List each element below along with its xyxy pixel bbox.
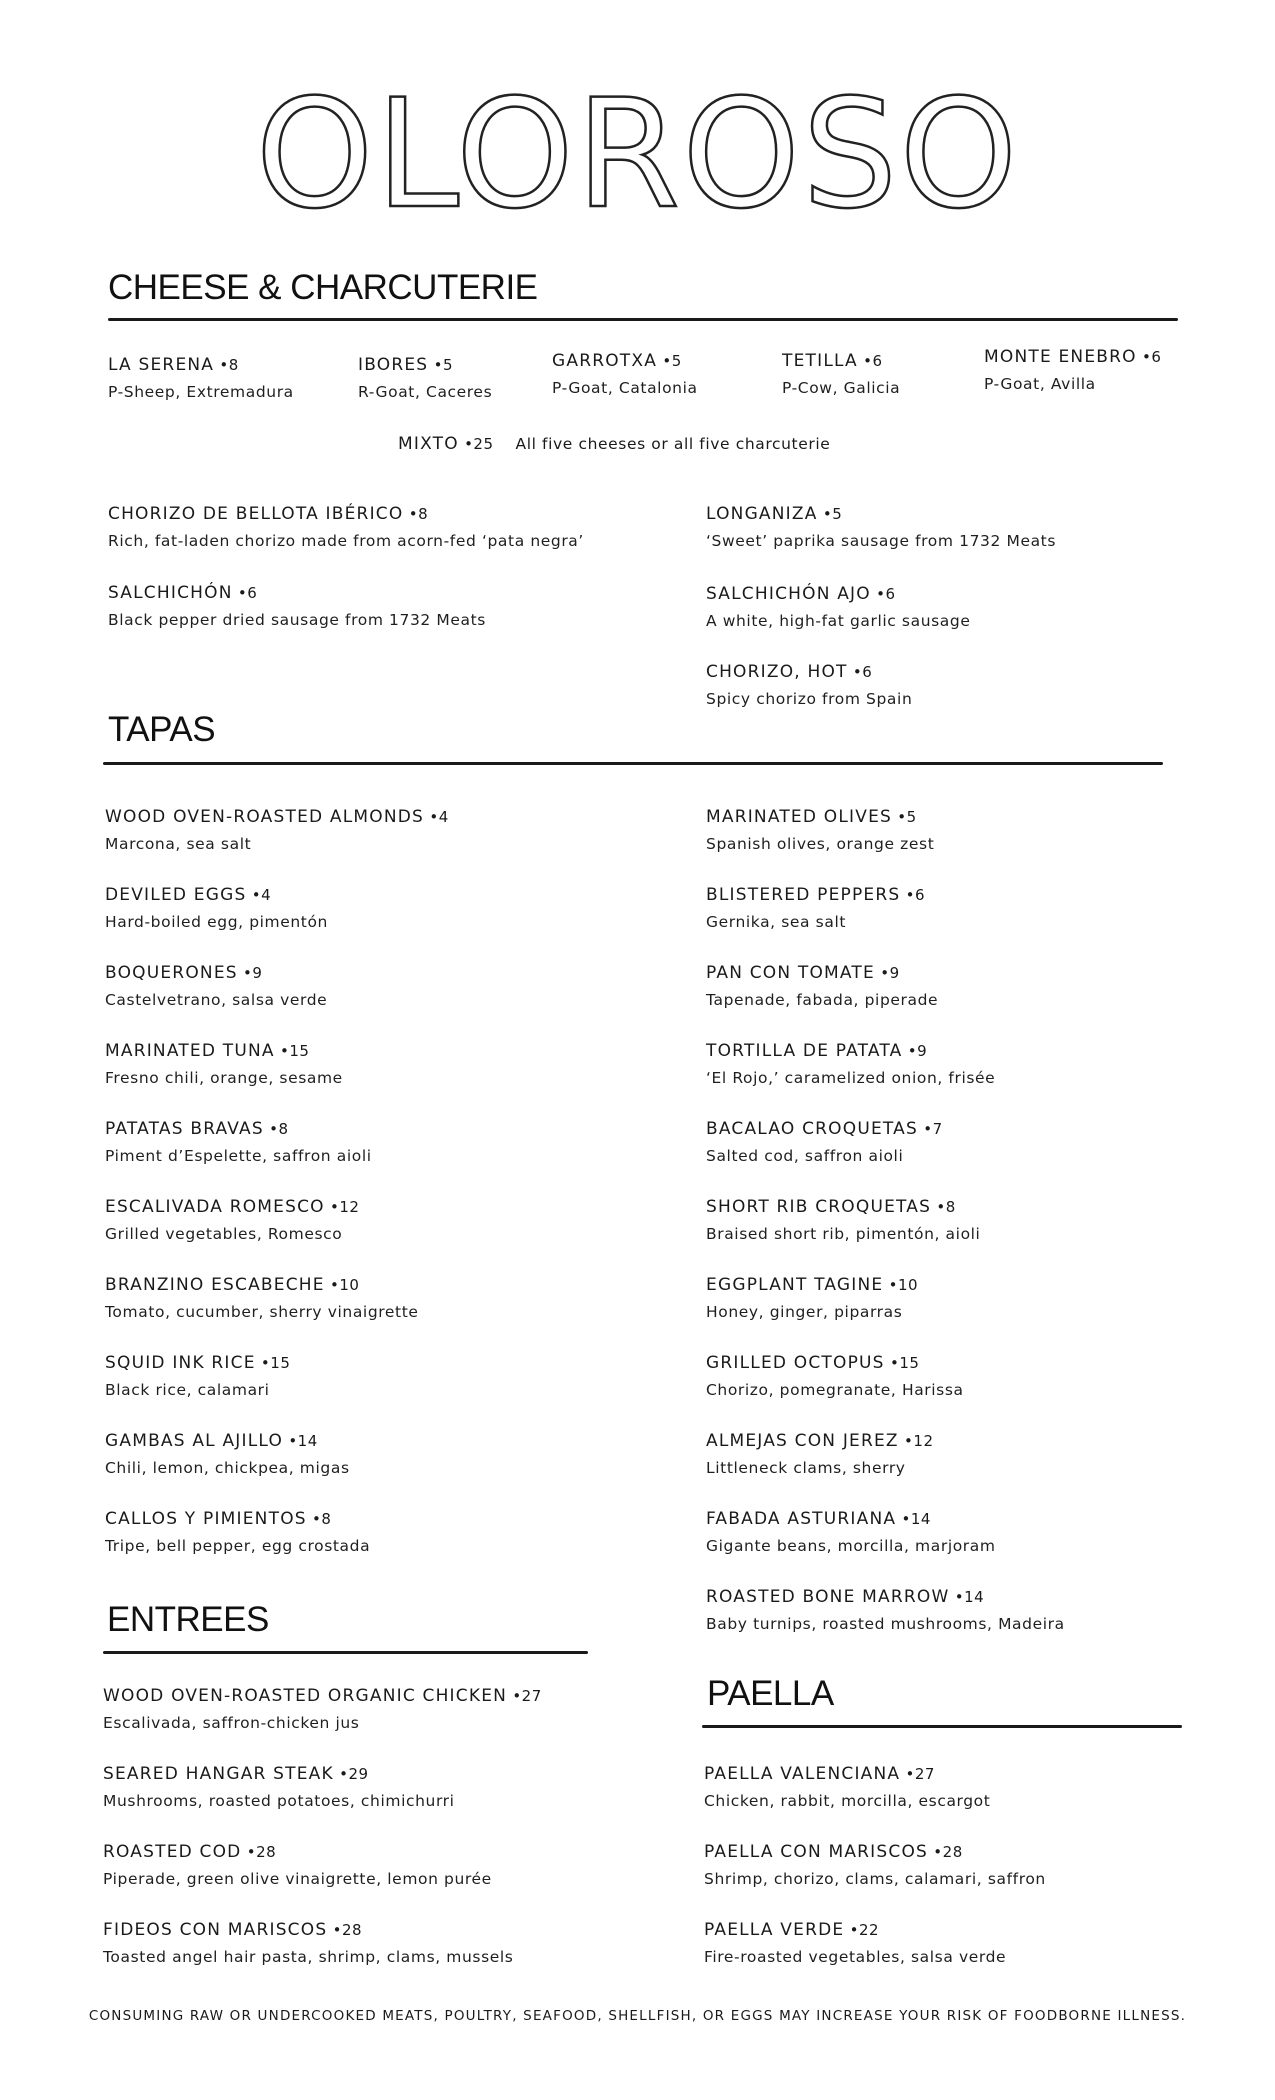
item-description: A white, high-fat garlic sausage xyxy=(706,612,971,630)
item-name: BRANZINO ESCABECHE xyxy=(105,1275,325,1295)
menu-item-cheese xyxy=(108,353,294,404)
item-description: Grilled vegetables, Romesco xyxy=(105,1225,343,1243)
item-price: • 22 xyxy=(844,1921,879,1939)
menu-item-cheese xyxy=(782,349,900,400)
item-title xyxy=(108,581,486,605)
item-title xyxy=(105,1195,359,1219)
item-title xyxy=(706,502,1056,526)
item-price: • 15 xyxy=(885,1354,920,1372)
item-title xyxy=(103,1684,542,1708)
menu-item-tapa xyxy=(706,883,925,934)
item-title xyxy=(105,961,327,985)
item-name: PAELLA CON MARISCOS xyxy=(704,1842,929,1862)
item-title xyxy=(984,345,1161,369)
item-name: MARINATED OLIVES xyxy=(706,807,892,827)
item-price: • 27 xyxy=(900,1765,935,1783)
item-name: BOQUERONES xyxy=(105,963,238,983)
item-title xyxy=(706,805,934,829)
item-title xyxy=(105,1429,350,1453)
item-description: Tripe, bell pepper, egg crostada xyxy=(105,1537,371,1555)
item-price: • 15 xyxy=(275,1042,310,1060)
item-price: • 9 xyxy=(875,964,900,982)
menu-item-tapa xyxy=(706,1585,1065,1636)
item-name: FIDEOS CON MARISCOS xyxy=(103,1920,328,1940)
item-title xyxy=(108,502,584,526)
item-price: • 14 xyxy=(283,1432,318,1450)
item-price: • 25 xyxy=(459,435,494,453)
menu-item-charcuterie xyxy=(706,582,970,633)
item-name: BACALAO CROQUETAS xyxy=(706,1119,918,1139)
item-title xyxy=(552,349,698,373)
item-price: • 27 xyxy=(507,1687,542,1705)
menu-item-tapa xyxy=(105,1429,350,1480)
item-description: Marcona, sea salt xyxy=(105,835,252,853)
menu-item-charcuterie xyxy=(108,502,584,553)
item-description: Shrimp, chorizo, clams, calamari, saffron xyxy=(704,1870,1046,1888)
item-price: • 8 xyxy=(214,356,239,374)
menu-item-entree xyxy=(103,1918,514,1969)
item-title xyxy=(103,1762,455,1786)
item-title xyxy=(358,353,492,377)
item-description: Rich, fat-laden chorizo made from acorn-fed ‘pata negra’ xyxy=(108,532,584,550)
item-description: Spicy chorizo from Spain xyxy=(706,690,913,708)
item-name: DEVILED EGGS xyxy=(105,885,247,905)
item-name: ROASTED BONE MARROW xyxy=(706,1587,950,1607)
item-name: MIXTO xyxy=(398,434,459,454)
menu-item-paella xyxy=(704,1840,1046,1891)
item-title xyxy=(103,1840,492,1864)
item-description: Fire-roasted vegetables, salsa verde xyxy=(704,1948,1007,1966)
item-description: Toasted angel hair pasta, shrimp, clams, mussels xyxy=(103,1948,514,1966)
item-title xyxy=(105,883,328,907)
item-description: Piperade, green olive vinaigrette, lemon purée xyxy=(103,1870,492,1888)
item-price: • 4 xyxy=(424,808,449,826)
section-divider xyxy=(103,762,1163,765)
item-description: R-Goat, Caceres xyxy=(358,383,493,401)
item-description: Gigante beans, morcilla, marjoram xyxy=(706,1537,996,1555)
item-title xyxy=(105,1507,370,1531)
item-name: BLISTERED PEPPERS xyxy=(706,885,901,905)
item-description: ‘El Rojo,’ caramelized onion, frisée xyxy=(706,1069,996,1087)
item-title xyxy=(105,1351,290,1375)
menu-item-tapa xyxy=(706,1429,934,1480)
section-divider xyxy=(108,318,1178,321)
item-name: LONGANIZA xyxy=(706,504,818,524)
item-description: Salted cod, saffron aioli xyxy=(706,1147,904,1165)
item-description: Chicken, rabbit, morcilla, escargot xyxy=(704,1792,991,1810)
item-title xyxy=(706,1195,980,1219)
item-price: • 14 xyxy=(896,1510,931,1528)
item-description: Spanish olives, orange zest xyxy=(706,835,935,853)
menu-item-tapa xyxy=(706,805,934,856)
menu-item-tapa xyxy=(706,961,938,1012)
menu-item-entree xyxy=(103,1840,492,1891)
item-price: • 6 xyxy=(233,584,258,602)
item-description: Braised short rib, pimentón, aioli xyxy=(706,1225,981,1243)
menu-item-tapa xyxy=(105,805,449,856)
item-name: TETILLA xyxy=(782,351,858,371)
item-price: • 10 xyxy=(883,1276,918,1294)
item-price: • 5 xyxy=(818,505,843,523)
item-description: Castelvetrano, salsa verde xyxy=(105,991,328,1009)
item-price: • 6 xyxy=(871,585,896,603)
section-heading-entrees: ENTREES xyxy=(107,1600,269,1639)
section-heading-tapas: TAPAS xyxy=(108,710,216,749)
item-name: MONTE ENEBRO xyxy=(984,347,1137,367)
menu-item-tapa xyxy=(706,1039,995,1090)
item-description: P-Cow, Galicia xyxy=(782,379,901,397)
menu-item-cheese xyxy=(984,345,1161,396)
menu-item-mixto xyxy=(398,434,830,454)
item-price: • 28 xyxy=(928,1843,963,1861)
item-description: Hard-boiled egg, pimentón xyxy=(105,913,328,931)
item-description: Tomato, cucumber, sherry vinaigrette xyxy=(105,1303,419,1321)
item-price: • 8 xyxy=(403,505,428,523)
menu-item-entree xyxy=(103,1762,455,1813)
item-name: PATATAS BRAVAS xyxy=(105,1119,264,1139)
item-price: • 8 xyxy=(307,1510,332,1528)
item-description: Chili, lemon, chickpea, migas xyxy=(105,1459,350,1477)
menu-item-tapa xyxy=(105,961,327,1012)
item-price: • 5 xyxy=(892,808,917,826)
item-name: GARROTXA xyxy=(552,351,658,371)
item-description: Littleneck clams, sherry xyxy=(706,1459,906,1477)
item-title xyxy=(704,1918,1006,1942)
item-title xyxy=(706,1429,934,1453)
item-price: • 29 xyxy=(334,1765,369,1783)
item-name: MARINATED TUNA xyxy=(105,1041,275,1061)
menu-item-charcuterie xyxy=(108,581,486,632)
restaurant-logo: OLOROSO xyxy=(255,68,1020,242)
item-name: CALLOS Y PIMIENTOS xyxy=(105,1509,307,1529)
item-title xyxy=(782,349,900,373)
item-title xyxy=(105,1117,372,1141)
item-description: P-Sheep, Extremadura xyxy=(108,383,294,401)
item-price: • 10 xyxy=(325,1276,360,1294)
item-price: • 4 xyxy=(246,886,271,904)
item-description: Chorizo, pomegranate, Harissa xyxy=(706,1381,964,1399)
item-price: • 5 xyxy=(657,352,682,370)
item-price: • 9 xyxy=(238,964,263,982)
item-description: Fresno chili, orange, sesame xyxy=(105,1069,343,1087)
item-price: • 7 xyxy=(918,1120,943,1138)
item-name: ALMEJAS CON JEREZ xyxy=(706,1431,899,1451)
menu-item-tapa xyxy=(706,1351,964,1402)
item-name: GRILLED OCTOPUS xyxy=(706,1353,885,1373)
item-title xyxy=(706,961,938,985)
menu-item-tapa xyxy=(105,1195,359,1246)
item-name: CHORIZO DE BELLOTA IBÉRICO xyxy=(108,504,404,524)
section-divider xyxy=(103,1651,588,1654)
menu-item-tapa xyxy=(706,1273,918,1324)
item-price: • 12 xyxy=(899,1432,934,1450)
menu-item-tapa xyxy=(706,1117,943,1168)
item-title xyxy=(706,1273,918,1297)
item-title xyxy=(704,1762,990,1786)
item-name: FABADA ASTURIANA xyxy=(706,1509,897,1529)
item-description: Mushrooms, roasted potatoes, chimichurri xyxy=(103,1792,455,1810)
item-price: • 14 xyxy=(949,1588,984,1606)
item-description: P-Goat, Catalonia xyxy=(552,379,698,397)
item-name: ESCALIVADA ROMESCO xyxy=(105,1197,325,1217)
item-title xyxy=(706,582,970,606)
menu-item-entree xyxy=(103,1684,542,1735)
item-price: • 6 xyxy=(1137,348,1162,366)
item-title xyxy=(706,660,912,684)
menu-item-paella xyxy=(704,1762,990,1813)
item-name: SALCHICHÓN AJO xyxy=(706,584,871,604)
item-description: All five cheeses or all five charcuterie xyxy=(515,435,831,453)
item-price: • 9 xyxy=(902,1042,927,1060)
item-price: • 6 xyxy=(858,352,883,370)
item-price: • 8 xyxy=(931,1198,956,1216)
item-description: Honey, ginger, piparras xyxy=(706,1303,903,1321)
item-description: ‘Sweet’ paprika sausage from 1732 Meats xyxy=(706,532,1057,550)
item-name: ROASTED COD xyxy=(103,1842,242,1862)
item-name: WOOD OVEN-ROASTED ORGANIC CHICKEN xyxy=(103,1686,508,1706)
item-name: PAELLA VERDE xyxy=(704,1920,845,1940)
item-price: • 15 xyxy=(256,1354,291,1372)
item-title xyxy=(706,883,925,907)
section-heading-cheese-charcuterie: CHEESE & CHARCUTERIE xyxy=(108,268,538,307)
menu-item-tapa xyxy=(105,1039,343,1090)
item-name: SEARED HANGAR STEAK xyxy=(103,1764,334,1784)
item-name: SQUID INK RICE xyxy=(105,1353,256,1373)
menu-item-cheese xyxy=(552,349,698,400)
item-title xyxy=(108,353,294,377)
item-price: • 8 xyxy=(264,1120,289,1138)
menu-item-tapa xyxy=(105,883,328,934)
menu-item-charcuterie xyxy=(706,660,912,711)
item-description: Gernika, sea salt xyxy=(706,913,847,931)
menu-item-charcuterie xyxy=(706,502,1056,553)
item-description: P-Goat, Avilla xyxy=(984,375,1096,393)
item-description: Black rice, calamari xyxy=(105,1381,270,1399)
menu-item-tapa xyxy=(105,1117,372,1168)
item-description: Piment d’Espelette, saffron aioli xyxy=(105,1147,372,1165)
item-title xyxy=(105,1039,343,1063)
item-name: PAN CON TOMATE xyxy=(706,963,875,983)
menu-item-paella xyxy=(704,1918,1006,1969)
section-heading-paella: PAELLA xyxy=(707,1674,834,1713)
item-name: WOOD OVEN-ROASTED ALMONDS xyxy=(105,807,425,827)
item-title xyxy=(706,1351,964,1375)
menu-item-tapa xyxy=(706,1507,996,1558)
item-name: PAELLA VALENCIANA xyxy=(704,1764,901,1784)
item-name: IBORES xyxy=(358,355,429,375)
item-title xyxy=(103,1918,514,1942)
item-description: Baby turnips, roasted mushrooms, Madeira xyxy=(706,1615,1065,1633)
item-title xyxy=(706,1117,943,1141)
item-price: • 6 xyxy=(900,886,925,904)
menu-item-cheese xyxy=(358,353,492,404)
menu-item-tapa xyxy=(105,1273,419,1324)
food-safety-disclaimer: CONSUMING RAW OR UNDERCOOKED MEATS, POULTRY, SEAFOOD, SHELLFISH, OR EGGS MAY INCREASE YOUR RISK OF FOODBORNE ILLNESS. xyxy=(88,2008,1187,2024)
item-name: EGGPLANT TAGINE xyxy=(706,1275,884,1295)
menu-item-tapa xyxy=(706,1195,980,1246)
item-name: GAMBAS AL AJILLO xyxy=(105,1431,284,1451)
item-price: • 5 xyxy=(428,356,453,374)
item-title xyxy=(706,1585,1065,1609)
item-description: Escalivada, saffron-chicken jus xyxy=(103,1714,360,1732)
item-title xyxy=(704,1840,1046,1864)
item-name: CHORIZO, HOT xyxy=(706,662,848,682)
item-title xyxy=(706,1507,996,1531)
menu-item-tapa xyxy=(105,1507,370,1558)
section-divider xyxy=(702,1725,1182,1728)
item-name: SHORT RIB CROQUETAS xyxy=(706,1197,932,1217)
item-title xyxy=(706,1039,995,1063)
item-price: • 28 xyxy=(241,1843,276,1861)
item-name: LA SERENA xyxy=(108,355,215,375)
item-description: Black pepper dried sausage from 1732 Meats xyxy=(108,611,486,629)
item-title xyxy=(105,805,449,829)
item-price: • 6 xyxy=(848,663,873,681)
item-name: TORTILLA DE PATATA xyxy=(706,1041,903,1061)
item-title xyxy=(105,1273,419,1297)
item-name: SALCHICHÓN xyxy=(108,583,233,603)
item-price: • 28 xyxy=(327,1921,362,1939)
menu-item-tapa xyxy=(105,1351,290,1402)
item-price: • 12 xyxy=(325,1198,360,1216)
item-description: Tapenade, fabada, piperade xyxy=(706,991,939,1009)
